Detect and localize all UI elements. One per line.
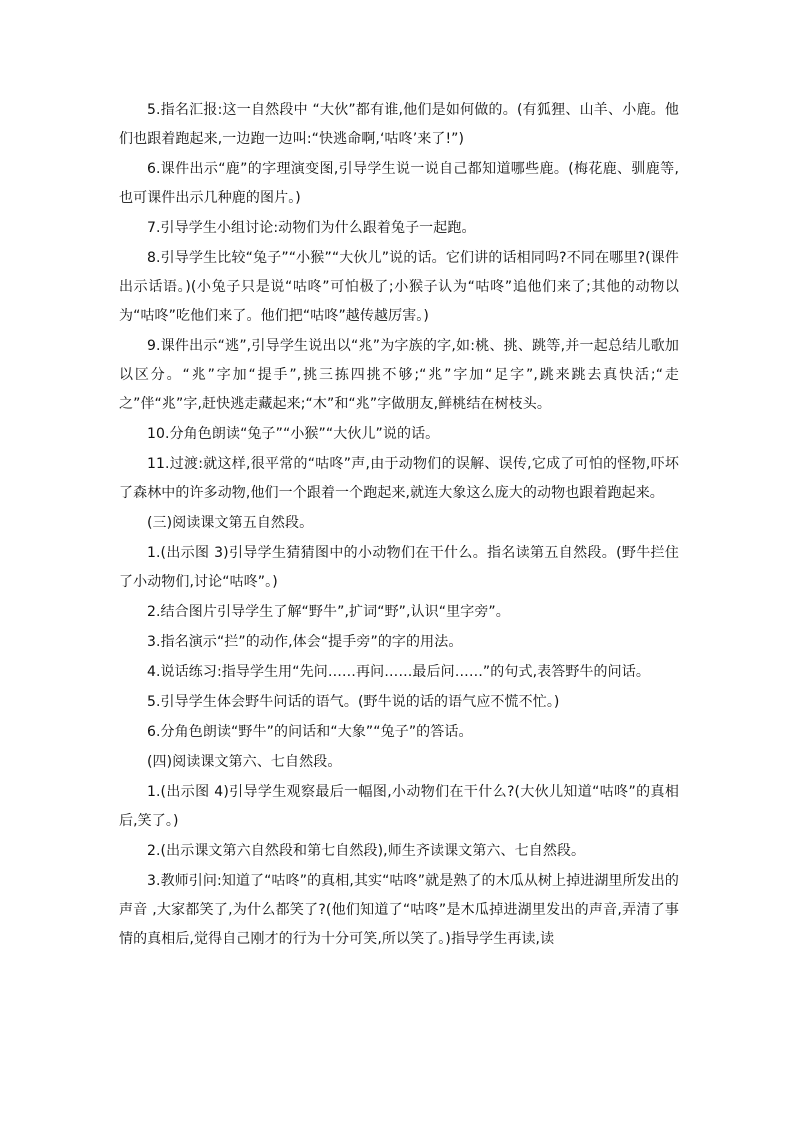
paragraph-step-10: 10.分角色朗读“兔子”“小猴”“大伙儿”说的话。	[147, 426, 440, 442]
paragraph-step-7: 7.引导学生小组讨论:动物们为什么跟着兔子一起跑。	[147, 220, 476, 236]
paragraph-section3-step-4: 4.说话练习:指导学生用“先问……再问……最后问……”的句式,表答野牛的问话。	[147, 664, 650, 680]
paragraph-section3-step-6: 6.分角色朗读“野牛”的问话和“大象”“兔子”的答话。	[147, 724, 473, 740]
section-heading-3: (三)阅读课文第五自然段。	[147, 515, 314, 531]
paragraph-section3-step-5: 5.引导学生体会野牛问话的语气。(野牛说的话的语气应不慌不忙。)	[147, 694, 560, 710]
paragraph-section4-step-1: 1.(出示图 4)引导学生观察最后一幅图,小动物们在干什么?(大伙儿知道“咕咚”的真相后,笑了。)	[119, 784, 679, 829]
paragraph-section4-step-3: 3.教师引问:知道了“咕咚”的真相,其实“咕咚”就是熟了的木瓜从树上掉进湖里所发出的声音 ,大家都笑了,为什么都笑了?(他们知道了“咕咚”是木瓜掉进湖里发出的声音,弄清了事情的真相后,觉得自己刚才的行为十分可笑,所以笑了。)指导学生再读,读	[119, 873, 679, 947]
paragraph-section3-step-3: 3.指名演示“拦”的动作,体会“提手旁”的字的用法。	[147, 634, 463, 650]
paragraph-step-11: 11.过渡:就这样,很平常的“咕咚”声,由于动物们的误解、误传,它成了可怕的怪物,吓坏了森林中的许多动物,他们一个跟着一个跑起来,就连大象这么庞大的动物也跟着跑起来。	[119, 456, 679, 501]
paragraph-step-5: 5.指名汇报:这一自然段中 “大伙”都有谁,他们是如何做的。(有狐狸、山羊、小鹿。他们也跟着跑起来,一边跑一边叫:“快逃命啊,‘咕咚’来了!”)	[119, 102, 679, 147]
paragraph-step-6: 6.课件出示“鹿”的字理演变图,引导学生说一说自己都知道哪些鹿。(梅花鹿、驯鹿等,也可课件出示几种鹿的图片。)	[119, 161, 679, 206]
section-heading-4: (四)阅读课文第六、七自然段。	[147, 754, 342, 770]
paragraph-step-9: 9.课件出示“逃”,引导学生说出以“兆”为字族的字,如:桃、挑、跳等,并一起总结儿歌加以区分。“兆”字加“提手”,挑三拣四挑不够;“兆”字加“足字”,跳来跳去真快活;“走之”伴“兆”字,赶快逃走藏起来;“木”和“兆”字做朋友,鲜桃结在树枝头。	[119, 338, 679, 412]
paragraph-section4-step-2: 2.(出示课文第六自然段和第七自然段),师生齐读课文第六、七自然段。	[147, 843, 586, 859]
document-body	[119, 96, 679, 955]
paragraph-section3-step-1: 1.(出示图 3)引导学生猜猜图中的小动物们在干什么。指名读第五自然段。(野牛拦住了小动物们,讨论“咕咚”。)	[119, 545, 679, 590]
paragraph-section3-step-2: 2.结合图片引导学生了解“野牛”,扩词“野”,认识“里字旁”。	[147, 604, 510, 620]
paragraph-step-8: 8.引导学生比较“兔子”“小猴”“大伙儿”说的话。它们讲的话相同吗?不同在哪里?(课件出示话语。)(小兔子只是说“咕咚”可怕极了;小猴子认为“咕咚”追他们来了;其他的动物以为“咕咚”吃他们来了。他们把“咕咚”越传越厉害。)	[119, 250, 679, 324]
